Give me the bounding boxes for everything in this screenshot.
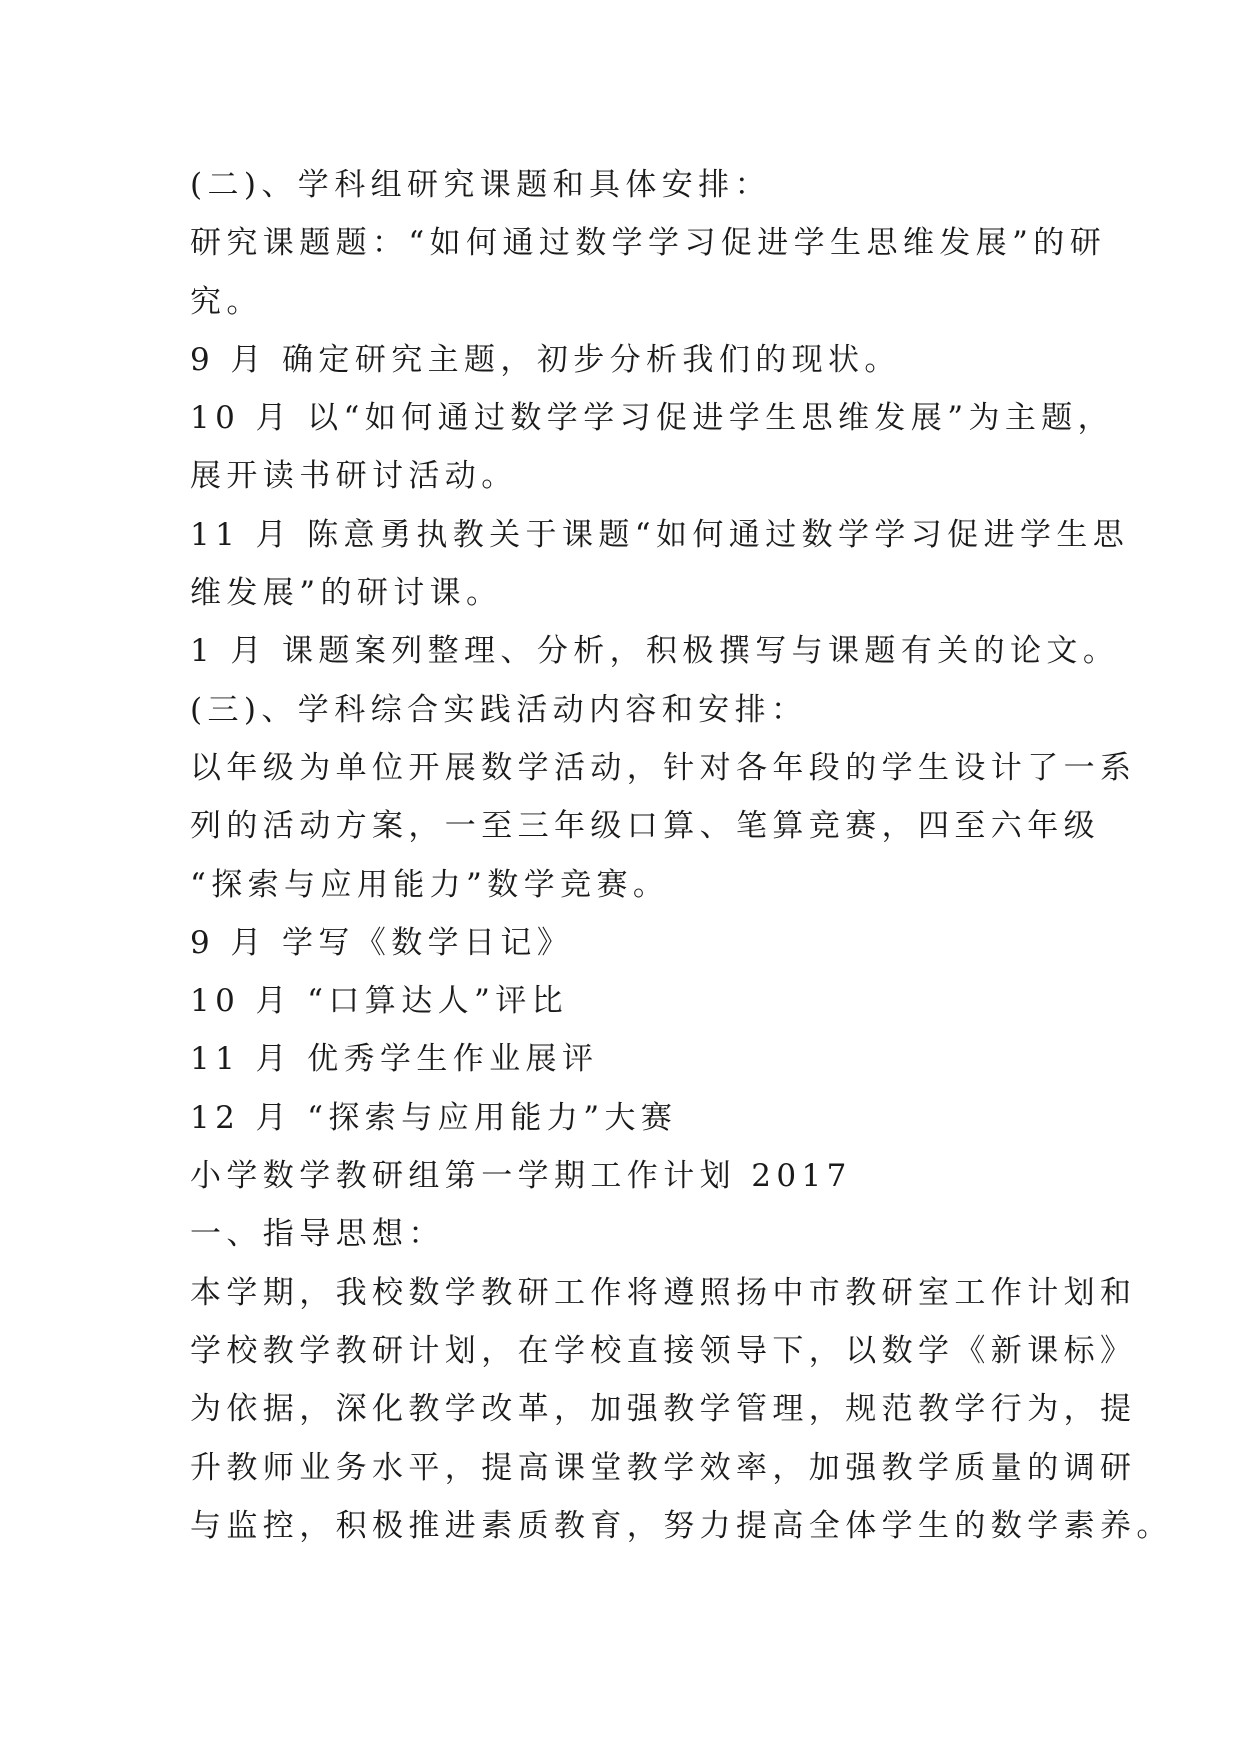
section-heading-practice-activities: (三)、学科综合实践活动内容和安排：: [190, 691, 808, 728]
schedule-item: 9 月 学写《数学日记》: [190, 924, 574, 961]
paragraph-line: 与监控，积极推进素质教育，努力提高全体学生的数学素养。: [190, 1507, 1173, 1544]
paragraph-line: 学校教学教研计划，在学校直接领导下，以数学《新课标》: [190, 1332, 1137, 1369]
schedule-item: 11 月 陈意勇执教关于课题“如何通过数学学习促进学生思: [190, 516, 1130, 553]
document-title: 小学数学教研组第一学期工作计划 2017: [190, 1158, 852, 1195]
paragraph-line: 以年级为单位开展数学活动，针对各年段的学生设计了一系: [190, 749, 1137, 786]
schedule-item: 11 月 优秀学生作业展评: [190, 1041, 599, 1078]
schedule-item: 10 月 “口算达人”评比: [190, 983, 569, 1020]
paragraph-line: 究。: [190, 283, 263, 320]
document-body: [190, 156, 1173, 1555]
section-heading-guiding-thought: 一、指导思想：: [190, 1216, 445, 1253]
paragraph-line: “探索与应用能力”数学竞赛。: [190, 866, 670, 903]
paragraph-line: 本学期，我校数学教研工作将遵照扬中市教研室工作计划和: [190, 1274, 1137, 1311]
paragraph-line: 展开读书研讨活动。: [190, 458, 518, 495]
schedule-item: 12 月 “探索与应用能力”大赛: [190, 1099, 678, 1136]
schedule-item: 10 月 以“如何通过数学学习促进学生思维发展”为主题，: [190, 400, 1115, 437]
paragraph-line: 升教师业务水平，提高课堂教学效率，加强教学质量的调研: [190, 1449, 1137, 1486]
paragraph-line: 研究课题题：“如何通过数学学习促进学生思维发展”的研: [190, 225, 1107, 262]
schedule-item: 9 月 确定研究主题，初步分析我们的现状。: [190, 341, 901, 378]
section-heading-research-topic: (二)、学科组研究课题和具体安排：: [190, 167, 771, 203]
paragraph-line: 为依据，深化教学改革，加强教学管理，规范教学行为，提: [190, 1391, 1137, 1428]
schedule-item: 1 月 课题案列整理、分析，积极撰写与课题有关的论文。: [190, 633, 1120, 670]
paragraph-line: 列的活动方案，一至三年级口算、笔算竞赛，四至六年级: [190, 808, 1100, 845]
paragraph-line: 维发展”的研讨课。: [190, 575, 503, 612]
